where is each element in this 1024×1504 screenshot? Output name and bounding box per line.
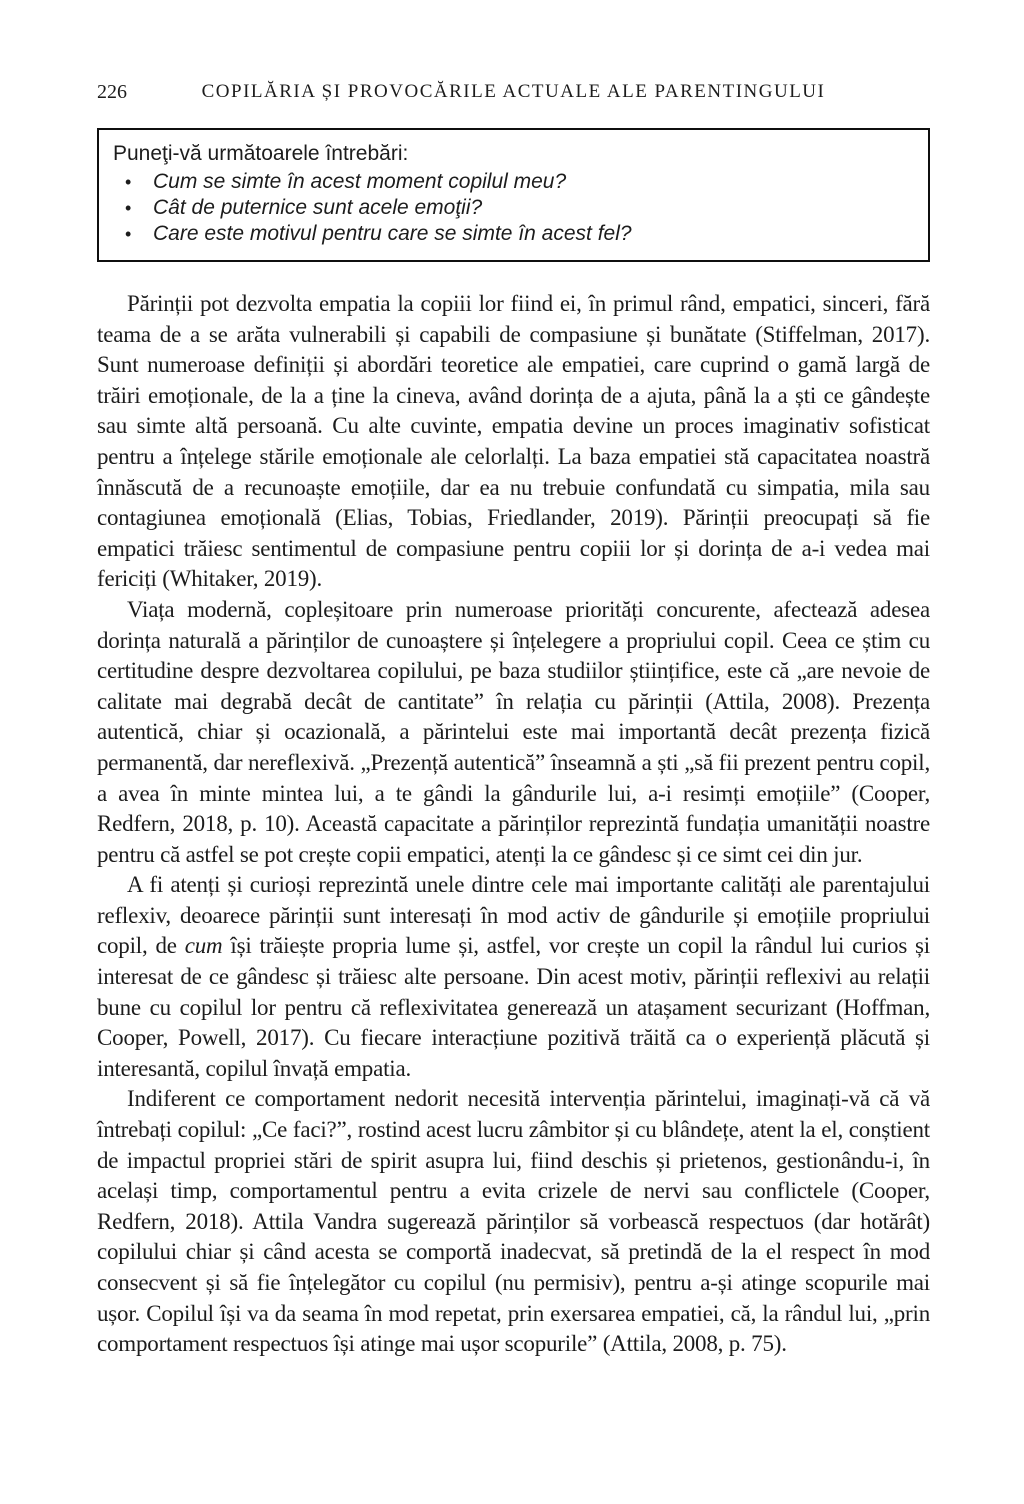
paragraph-run: Părinții pot dezvolta empatia la copiii lor fiind ei, în primul rând, empatici, sinceri, fără teama de a se arăta vulnerabili și capabili de compasiune și bunătate (Stiffelman, 2017). Sunt numeroase definiții și abordări teoretice ale empatiei, care cuprind o gamă largă de trăiri emoționale, de la a ține la cineva, având dorința de a ajuta, până la a ști ce gândește sau simte altă persoană. Cu alte cuvinte, empatia devine un proces imaginativ sofisticat pentru a înțelege stările emoționale ale celorlalți. La baza empatiei stă capacitatea noastră înnăscută de a recunoaște emoțiile, dar ea nu trebuie confundată cu simpatia, mila sau contagiunea emoțională (Elias, Tobias, Friedlander, 2019). Părinții preocupați să fie empatici trăiesc sentimentul de compasiune pentru copiii lor și dorința de a-i vedea mai fericiți (Whitaker, 2019). bbox=[97, 291, 930, 592]
questions-box bbox=[97, 128, 930, 262]
page-header bbox=[97, 80, 930, 104]
list-item bbox=[113, 169, 914, 195]
list-item bbox=[113, 195, 914, 221]
running-title: COPILĂRIA ȘI PROVOCĂRILE ACTUALE ALE PARENTINGULUI bbox=[201, 81, 826, 102]
paragraph-4 bbox=[97, 1084, 930, 1359]
page-number: 226 bbox=[97, 81, 127, 103]
question-text: Cum se simte în acest moment copilul meu? bbox=[153, 170, 567, 193]
question-text: Cât de puternice sunt acele emoţii? bbox=[153, 196, 483, 219]
paragraph-2 bbox=[97, 595, 930, 870]
paragraph-run: Viața modernă, copleșitoare prin numeroase priorități concurente, afectează adesea dorința naturală a părinților de cunoaștere și înțelegere a propriului copil. Ceea ce știm cu certitudine despre dezvoltarea copilului, pe baza studiilor științifice, este că „are nevoie de calitate mai degrabă decât de cantitate” în relația cu părinții (Attila, 2008). Prezența autentică, chiar și ocazională, a părintelui este mai importantă decât prezența fizică permanentă, dar nereflexivă. „Prezență autentică” înseamnă a ști „să fii prezent pentru copil, a avea în minte mintea lui, a te gândi la gândurile lui, a-i resimți emoțiile” (Cooper, Redfern, 2018, p. 10). Această capacitate a părinților reprezintă fundația umanității noastre pentru că astfel se pot crește copii empatici, atenți la ce gândesc și ce simt cei din jur. bbox=[97, 596, 930, 867]
bullet-icon: • bbox=[125, 172, 132, 192]
paragraph-1 bbox=[97, 289, 930, 595]
paragraph-run-italic: cum bbox=[184, 933, 223, 959]
paragraph-run: A fi atenți și curioși reprezintă unele dintre cele mai importante calități ale parentajului reflexiv, deoarece părinții sunt interesați în mod activ de gândurile și emoțiile propriului copil, de bbox=[97, 872, 930, 959]
questions-list bbox=[113, 169, 914, 247]
bullet-icon: • bbox=[125, 224, 132, 244]
question-text: Care este motivul pentru care se simte în acest fel? bbox=[153, 222, 632, 245]
body-text bbox=[97, 289, 930, 1360]
text-column bbox=[97, 80, 930, 1360]
list-item bbox=[113, 221, 914, 247]
paragraph-3 bbox=[97, 870, 930, 1084]
paragraph-run: Indiferent ce comportament nedorit necesită intervenția părintelui, imaginați-vă că vă întrebați copilul: „Ce faci?”, rostind acest lucru zâmbitor și cu blândețe, atent la el, conștient de impactul propriei stări de spirit asupra lui, fiind deschis și prietenos, gestionându-i, în același timp, comportamentul pentru a evita crizele de nervi sau conflictele (Cooper, Redfern, 2018). Attila Vandra sugerează părinților să vorbească respectuos (dar hotărât) copilului chiar și când acesta se comportă inadecvat, să pretindă de la el respect în mod consecvent și să fie înțelegător cu copilul (nu permisiv), pentru a-și atinge scopurile mai ușor. Copilul își va da seama în mod repetat, prin exersarea empatiei, că, la rândul lui, „prin comportament respectuos își atinge mai ușor scopurile” (Attila, 2008, p. 75). bbox=[97, 1086, 930, 1357]
questions-box-title: Puneţi-vă următoarele întrebări: bbox=[113, 142, 409, 165]
paragraph-run: își trăiește propria lume și, astfel, vor crește un copil la rândul lui curios și interesat de ce gândesc și trăiesc alte persoane. Din acest motiv, părinții reflexivi au relații bune cu copilul lor pentru că reflexivitatea generează un atașament securizant (Hoffman, Cooper, Powell, 2017). Cu fiecare interacțiune pozitivă trăită ca o experiență plăcută și interesantă, copilul învață empatia. bbox=[97, 933, 930, 1081]
bullet-icon: • bbox=[125, 198, 132, 218]
